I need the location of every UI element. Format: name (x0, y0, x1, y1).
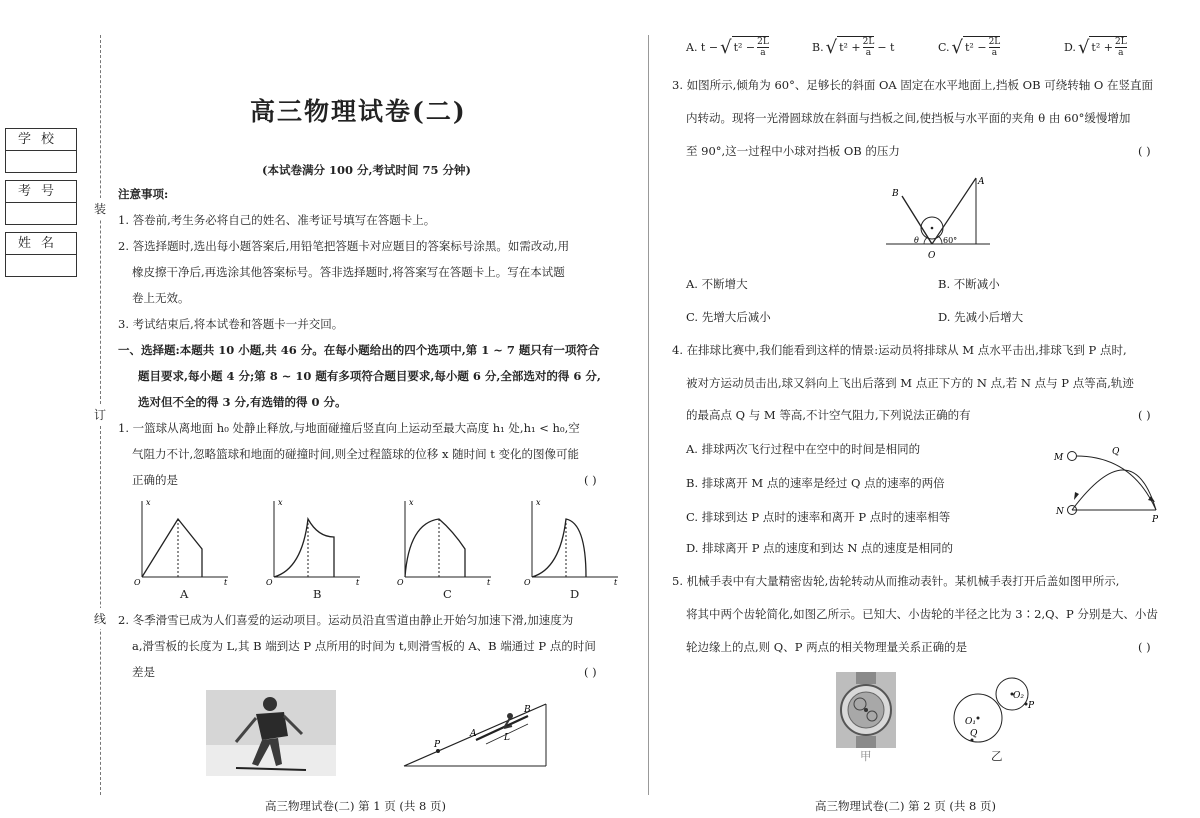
note-line-5: 3. 考试结束后,将本试卷和答题卡一并交回。 (118, 317, 344, 331)
binding-mark-zhuang: 装 (94, 198, 106, 219)
skier-photo (206, 690, 336, 776)
q4-option-a: A. 排球两次飞行过程中在空中的时间是相同的 (686, 442, 921, 456)
q4-label-p: P (1152, 515, 1159, 525)
graph-d-label: D (570, 587, 580, 601)
binding-mark-xian: 线 (94, 608, 106, 629)
graph-b-axis-x: x (278, 498, 283, 507)
slope-label-b: B (524, 705, 531, 715)
q3-option-a: A. 不断增大 (686, 277, 748, 291)
graph-d (520, 497, 620, 587)
section-line-2: 题目要求,每小题 4 分;第 8 ~ 10 题有多项符合题目要求,每小题 6 分,全部选对的得 6 分, (138, 369, 601, 383)
slope-label-a: A (470, 729, 477, 739)
note-line-2: 2. 答选择题时,选出每小题答案后,用铅笔把答题卡对应题目的答案标号涂黑。如需改动,用 (118, 239, 570, 253)
page1-footer: 高三物理试卷(二) 第 1 页 (共 8 页) (265, 799, 447, 813)
q1-answer-paren: ( ) (584, 473, 597, 487)
graph-b (262, 497, 362, 587)
binding-mark-ding: 订 (94, 404, 106, 425)
q3-label-b: B (892, 189, 899, 199)
school-field (5, 128, 77, 173)
q4-label-n: N (1056, 507, 1064, 517)
gears-diagram (950, 674, 1040, 750)
graph-c-label: C (443, 587, 452, 601)
slope-label-p: P (434, 740, 441, 750)
graph-d-axis-t: t (614, 578, 618, 587)
exam-number-label: 考号 (6, 181, 76, 203)
figure-yi-label: 乙 (991, 749, 1003, 763)
page-title: 高三物理试卷(二) (250, 97, 467, 126)
exam-subtitle: (本试卷满分 100 分,考试时间 75 分钟) (262, 163, 471, 177)
note-line-1: 1. 答卷前,考生务必将自己的姓名、准考证号填写在答题卡上。 (118, 213, 436, 227)
q3-label-o: O (928, 251, 936, 261)
watch-photo (836, 672, 896, 748)
school-label: 学校 (6, 129, 76, 151)
q4-option-c: C. 排球到达 P 点时的速率和离开 P 点时的速率相等 (686, 510, 951, 524)
q2-option-d: D. √ t² + $\frac{2L}{a}$ (1064, 36, 1127, 58)
q4-label-m: M (1054, 453, 1064, 463)
q2-option-c: C. √ t² − $\frac{2L}{a}$ (938, 36, 1001, 58)
graph-a (130, 497, 230, 587)
q3-line-2: 内转动。现将一光滑圆球放在斜面与挡板之间,使挡板与水平面的夹角 θ 由 60°缓慢增加 (686, 111, 1131, 125)
graph-c-axis-t: t (487, 578, 491, 587)
graph-a-axis-t: t (224, 578, 228, 587)
graph-a-axis-x: x (146, 498, 151, 507)
notes-heading: 注意事项: (118, 187, 169, 201)
q4-answer-paren: ( ) (1138, 408, 1151, 422)
graph-b-label: B (313, 587, 322, 601)
gear-label-o2: O₂ (1013, 691, 1024, 701)
q4-option-b: B. 排球离开 M 点的速率是经过 Q 点的速率的两倍 (686, 476, 945, 490)
q4-label-q: Q (1112, 447, 1120, 457)
note-line-3: 橡皮擦干净后,再选涂其他答案标号。答非选择题时,将答案写在答题卡上。写在本试题 (132, 265, 565, 279)
q2-line-2: a,滑雪板的长度为 L,其 B 端到达 P 点所用的时间为 t,则滑雪板的 A、B 端通过 P 点的时间 (132, 639, 596, 653)
graph-a-origin: O (134, 578, 141, 587)
q3-label-a: A (978, 177, 985, 187)
q2-line-3: 差是 (132, 665, 155, 679)
q4-option-d: D. 排球离开 P 点的速度和到达 N 点的速度是相同的 (686, 541, 954, 555)
q3-answer-paren: ( ) (1138, 144, 1151, 158)
q3-option-d: D. 先减小后增大 (938, 310, 1024, 324)
q4-line-3: 的最高点 Q 与 M 等高,不计空气阻力,下列说法正确的有 (686, 408, 971, 422)
q2-answer-paren: ( ) (584, 665, 597, 679)
q2-line-1: 2. 冬季滑雪已成为人们喜爱的运动项目。运动员沿直雪道由静止开始匀加速下滑,加速度为 (118, 613, 574, 627)
graph-c-origin: O (397, 578, 404, 587)
exam-number-field (5, 180, 77, 225)
graph-c-axis-x: x (409, 498, 414, 507)
q3-line-3: 至 90°,这一过程中小球对挡板 OB 的压力 (686, 144, 900, 158)
q5-line-2: 将其中两个齿轮简化,如图乙所示。已知大、小齿轮的半径之比为 3∶2,Q、P 分别是大、小齿 (686, 607, 1158, 621)
gear-label-o1: O₁ (965, 717, 976, 727)
section-line-1: 一、选择题:本题共 10 小题,共 46 分。在每小题给出的四个选项中,第 1 ~ 7 题只有一项符合 (118, 343, 600, 357)
graph-b-origin: O (266, 578, 273, 587)
q1-line-2: 气阻力不计,忽略篮球和地面的碰撞时间,则全过程篮球的位移 x 随时间 t 变化的图像可能 (132, 447, 580, 461)
slope-label-l: L (504, 733, 510, 743)
page2-footer: 高三物理试卷(二) 第 2 页 (共 8 页) (815, 799, 997, 813)
q3-label-60: 60° (943, 236, 958, 245)
q2-option-b: B. √ t² + $\frac{2L}{a}$ − t (812, 36, 895, 58)
q1-line-1: 1. 一篮球从离地面 h₀ 处静止释放,与地面碰撞后竖直向上运动至最大高度 h₁ 处,h₁ < h₀,空 (118, 421, 580, 435)
q3-label-theta: θ (914, 236, 919, 245)
q3-line-1: 3. 如图所示,倾角为 60°、足够长的斜面 OA 固定在水平地面上,挡板 OB 可绕转轴 O 在竖直面 (672, 78, 1153, 92)
graph-d-origin: O (524, 578, 531, 587)
q4-line-2: 被对方运动员击出,球又斜向上飞出后落到 M 点正下方的 N 点,若 N 点与 P 点等高,轨迹 (686, 376, 1134, 390)
section-line-3: 选对但不全的得 3 分,有选错的得 0 分。 (138, 395, 347, 409)
q4-line-1: 4. 在排球比赛中,我们能看到这样的情景:运动员将排球从 M 点水平击出,排球飞到 P 点时, (672, 343, 1127, 357)
q3-option-c: C. 先增大后减小 (686, 310, 771, 324)
gear-label-p: P (1028, 701, 1035, 711)
graph-a-label: A (180, 587, 189, 601)
page-divider (648, 35, 649, 795)
q1-line-3: 正确的是 (132, 473, 178, 487)
note-line-4: 卷上无效。 (132, 291, 190, 305)
name-label: 姓名 (6, 233, 76, 255)
name-field (5, 232, 77, 277)
q3-option-b: B. 不断减小 (938, 277, 1000, 291)
gear-label-q: Q (970, 729, 978, 739)
figure-jia-label: 甲 (860, 749, 872, 763)
q3-incline-diagram (880, 172, 996, 264)
q2-option-a: A. t − √ t² − $\frac{2L}{a}$ (686, 36, 769, 58)
q5-line-1: 5. 机械手表中有大量精密齿轮,齿轮转动从而推动表针。某机械手表打开后盖如图甲所示, (672, 574, 1120, 588)
graph-d-axis-x: x (536, 498, 541, 507)
q5-answer-paren: ( ) (1138, 640, 1151, 654)
graph-b-axis-t: t (356, 578, 360, 587)
slope-diagram (400, 696, 552, 770)
graph-c (393, 497, 493, 587)
q4-trajectory-diagram (1052, 440, 1172, 526)
q5-line-3: 轮边缘上的点,则 Q、P 两点的相关物理量关系正确的是 (686, 640, 968, 654)
